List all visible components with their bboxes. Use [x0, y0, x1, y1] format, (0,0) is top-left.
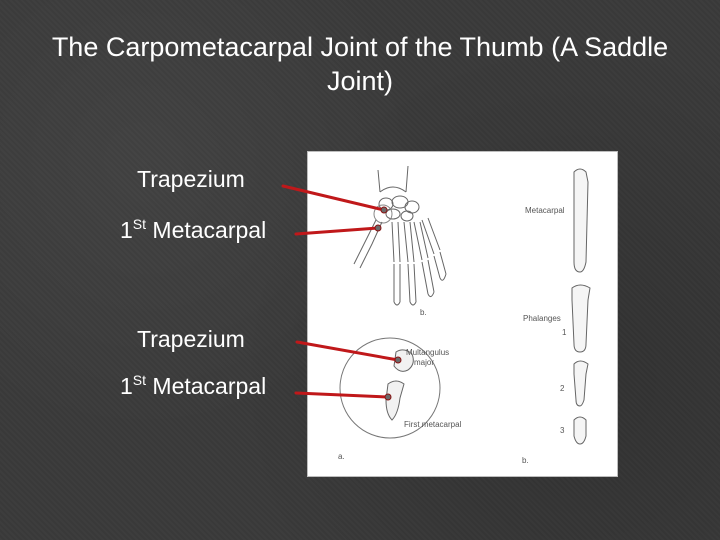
label-word: Metacarpal: [152, 373, 267, 399]
anatomy-illustration: [308, 152, 617, 476]
figure-label-a: a.: [338, 452, 345, 461]
anatomy-figure: [307, 151, 618, 477]
figure-label-multangulus: Multangulus: [406, 348, 450, 357]
figure-label-phalanges: Phalanges: [523, 314, 561, 323]
label-superscript: St: [132, 372, 147, 388]
label-superscript: St: [132, 216, 147, 232]
figure-label-3: 3: [560, 426, 565, 435]
figure-label-2: 2: [560, 384, 565, 393]
figure-label-first-metacarpal: First metacarpal: [404, 420, 462, 429]
figure-label-major: major: [414, 358, 435, 367]
label-word: Metacarpal: [152, 217, 267, 243]
label-number: 1: [120, 217, 133, 243]
label-number: 1: [120, 373, 133, 399]
figure-label-1: 1: [562, 328, 567, 337]
figure-label-b-hand: b.: [420, 308, 427, 317]
figure-label-b: b.: [522, 456, 529, 465]
slide-title: The Carpometacarpal Joint of the Thumb (A Saddle Joint): [51, 32, 669, 96]
label-first-metacarpal-bottom: [120, 372, 266, 400]
label-first-metacarpal-top: [120, 216, 266, 244]
label-trapezium-top: Trapezium: [137, 166, 245, 192]
figure-label-metacarpal: Metacarpal: [525, 206, 565, 215]
label-trapezium-bottom: Trapezium: [137, 326, 245, 352]
